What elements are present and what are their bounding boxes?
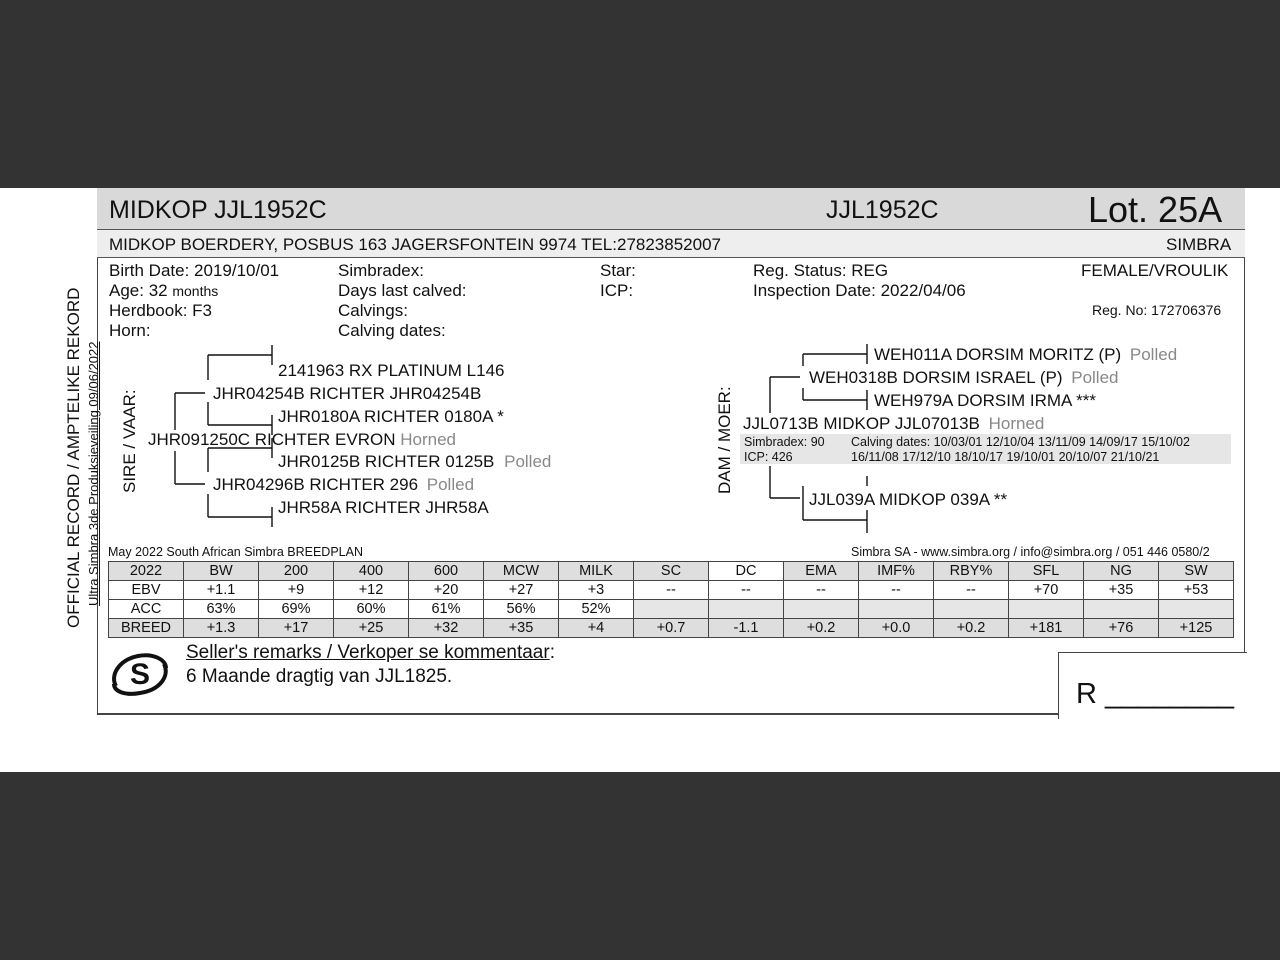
sire-dam-text: JHR04296B RICHTER 296 xyxy=(213,475,419,494)
breedplan-cell: +70 xyxy=(1009,581,1084,600)
dam-name-text: JJL0713B MIDKOP JJL07013B xyxy=(743,414,980,433)
dam-sire-sire-text: WEH011A DORSIM MORITZ (P) xyxy=(874,345,1122,364)
dam-simbradex: Simbradex: 90 xyxy=(744,435,825,449)
breedplan-cell: +0.7 xyxy=(634,619,709,638)
breedplan-cell: -- xyxy=(634,581,709,600)
sire-dam-horn: Polled xyxy=(426,475,475,494)
breedplan-cell: EBV xyxy=(109,581,184,600)
breedplan-header-row xyxy=(109,562,1234,581)
dam-sire-dam: WEH979A DORSIM IRMA *** xyxy=(874,391,1097,410)
breedplan-cell: +0.2 xyxy=(934,619,1009,638)
breedplan-table xyxy=(108,561,1234,638)
breedplan-cell: 63% xyxy=(184,600,259,619)
breedplan-cell: +20 xyxy=(409,581,484,600)
breedplan-cell: NG xyxy=(1084,562,1159,581)
breedplan-cell: SFL xyxy=(1009,562,1084,581)
breedplan-cell xyxy=(709,600,784,619)
breed-name: SIMBRA xyxy=(1166,235,1232,254)
breedplan-cell: 2022 xyxy=(109,562,184,581)
breedplan-cell: EMA xyxy=(784,562,859,581)
breedplan-cell: +27 xyxy=(484,581,559,600)
breedplan-cell: 69% xyxy=(259,600,334,619)
sire-sire: JHR04254B RICHTER JHR04254B xyxy=(213,384,482,403)
breedplan-cell xyxy=(634,600,709,619)
breedplan-cell: 60% xyxy=(334,600,409,619)
breedplan-cell xyxy=(1009,600,1084,619)
breedplan-cell: IMF% xyxy=(859,562,934,581)
simbra-logo-icon xyxy=(108,646,172,702)
sire-sire-dam: JHR0180A RICHTER 0180A * xyxy=(278,407,504,426)
breedplan-cell: -- xyxy=(859,581,934,600)
breedplan-cell: +12 xyxy=(334,581,409,600)
icp: ICP: xyxy=(600,281,634,300)
sire-dam xyxy=(213,475,474,495)
reg-number: Reg. No: 172706376 xyxy=(1092,302,1222,318)
pedigree-card-sheet xyxy=(0,188,1280,772)
breedplan-acc-row xyxy=(109,600,1234,619)
breedplan-cell: 200 xyxy=(259,562,334,581)
owner-address: MIDKOP BOERDERY, POSBUS 163 JAGERSFONTEIN 9974 TEL:27823852007 xyxy=(109,235,721,254)
breedplan-cell: +76 xyxy=(1084,619,1159,638)
sire-name-text: JHR091250C RICHTER EVRON xyxy=(148,430,396,449)
animal-id: JJL1952C xyxy=(826,196,939,224)
breedplan-cell: -- xyxy=(709,581,784,600)
sire-name xyxy=(148,430,456,450)
age-unit: months xyxy=(172,283,219,299)
sire-dam-sire-text: JHR0125B RICHTER 0125B xyxy=(278,452,495,471)
breedplan-cell: ACC xyxy=(109,600,184,619)
remarks-colon: : xyxy=(549,642,555,663)
birth-date: Birth Date: 2019/10/01 xyxy=(109,261,280,280)
sire-horn: Horned xyxy=(400,430,457,449)
lot-number: Lot. 25A xyxy=(1088,189,1223,230)
breedplan-cell: +35 xyxy=(484,619,559,638)
breedplan-cell: SC xyxy=(634,562,709,581)
breedplan-cell: BW xyxy=(184,562,259,581)
breedplan-cell: -1.1 xyxy=(709,619,784,638)
breedplan-cell xyxy=(1084,600,1159,619)
breedplan-cell: BREED xyxy=(109,619,184,638)
simbradex-label: Simbradex: xyxy=(338,261,424,280)
animal-name: MIDKOP JJL1952C xyxy=(109,196,327,224)
breedplan-cell xyxy=(934,600,1009,619)
breedplan-cell: 56% xyxy=(484,600,559,619)
breedplan-cell: 400 xyxy=(334,562,409,581)
dam-icp: ICP: 426 xyxy=(744,450,793,464)
breedplan-cell xyxy=(859,600,934,619)
breedplan-cell: -- xyxy=(934,581,1009,600)
breedplan-cell: -- xyxy=(784,581,859,600)
breedplan-cell: +32 xyxy=(409,619,484,638)
reg-status: Reg. Status: REG xyxy=(753,261,889,280)
breedplan-cell: +0.0 xyxy=(859,619,934,638)
sire-sire-sire: 2141963 RX PLATINUM L146 xyxy=(278,361,505,380)
sire-label: SIRE / VAAR: xyxy=(120,389,139,493)
breedplan-cell xyxy=(784,600,859,619)
breedplan-cell: 52% xyxy=(559,600,634,619)
age-value: Age: 32 xyxy=(109,281,168,300)
sire-dam-sire xyxy=(278,452,551,472)
dam-dam: JJL039A MIDKOP 039A ** xyxy=(809,490,1008,509)
breedplan-cell: +4 xyxy=(559,619,634,638)
days-last-calved: Days last calved: xyxy=(338,281,467,300)
dam-horn: Horned xyxy=(988,414,1045,433)
herdbook: Herdbook: F3 xyxy=(109,301,212,320)
breedplan-cell: +53 xyxy=(1159,581,1234,600)
dam-label: DAM / MOER: xyxy=(715,386,734,494)
breedplan-cell: +9 xyxy=(259,581,334,600)
inspection-date: Inspection Date: 2022/04/06 xyxy=(753,281,966,300)
breedplan-cell: +17 xyxy=(259,619,334,638)
remarks-title: Seller's remarks / Verkoper se kommentaar xyxy=(186,642,550,663)
breedplan-cell xyxy=(1159,600,1234,619)
horn: Horn: xyxy=(109,321,151,340)
breedplan-contact: Simbra SA - www.simbra.org / info@simbra.org / 051 446 0580/2 xyxy=(851,545,1210,559)
sire-dam-sire-horn: Polled xyxy=(504,452,552,471)
breedplan-cell: 61% xyxy=(409,600,484,619)
star: Star: xyxy=(600,261,636,280)
breedplan-cell: +1.3 xyxy=(184,619,259,638)
dam-sire-text: WEH0318B DORSIM ISRAEL (P) xyxy=(809,368,1063,387)
sex: FEMALE/VROULIK xyxy=(1081,261,1229,280)
breedplan-cell: +35 xyxy=(1084,581,1159,600)
logo-letter: S xyxy=(129,658,151,691)
breedplan-cell: RBY% xyxy=(934,562,1009,581)
breedplan-ebv-row xyxy=(109,581,1234,600)
breedplan-cell: MCW xyxy=(484,562,559,581)
breedplan-cell: +181 xyxy=(1009,619,1084,638)
breedplan-cell: 600 xyxy=(409,562,484,581)
auction-label: Ultra Simbra 3de Produksieveiling 09/06/2022 xyxy=(86,341,101,606)
breedplan-cell: SW xyxy=(1159,562,1234,581)
card-bottom-border xyxy=(97,714,1059,715)
remarks-title-line xyxy=(186,642,555,664)
dam-sire-sire xyxy=(874,345,1177,365)
calving-dates: Calving dates: xyxy=(338,321,446,340)
breedplan-cell: MILK xyxy=(559,562,634,581)
calvings: Calvings: xyxy=(338,301,408,320)
dam-calving-line-2: 16/11/08 17/12/10 18/10/17 19/10/01 20/10/07 21/10/21 xyxy=(851,450,1160,464)
breedplan-cell: +3 xyxy=(559,581,634,600)
dam-sire xyxy=(809,368,1119,388)
dam-name xyxy=(743,414,1044,434)
price-field[interactable]: R ________ xyxy=(1076,678,1235,710)
breedplan-title: May 2022 South African Simbra BREEDPLAN xyxy=(108,545,363,559)
sire-dam-dam: JHR58A RICHTER JHR58A xyxy=(278,498,489,517)
breedplan-breed-row xyxy=(109,619,1234,638)
breedplan-cell: +0.2 xyxy=(784,619,859,638)
breedplan-cell: +1.1 xyxy=(184,581,259,600)
dam-sire-sire-horn: Polled xyxy=(1129,345,1178,364)
breedplan-cell: DC xyxy=(709,562,784,581)
breedplan-cell: +25 xyxy=(334,619,409,638)
official-record-label: OFFICIAL RECORD / AMPTELIKE REKORD xyxy=(64,287,83,628)
dam-calving-line-1: Calving dates: 10/03/01 12/10/04 13/11/09 14/09/17 15/10/02 xyxy=(851,435,1190,449)
dam-sire-horn: Polled xyxy=(1071,368,1119,387)
remarks-text: 6 Maande dragtig van JJL1825. xyxy=(186,666,453,687)
breedplan-cell: +125 xyxy=(1159,619,1234,638)
